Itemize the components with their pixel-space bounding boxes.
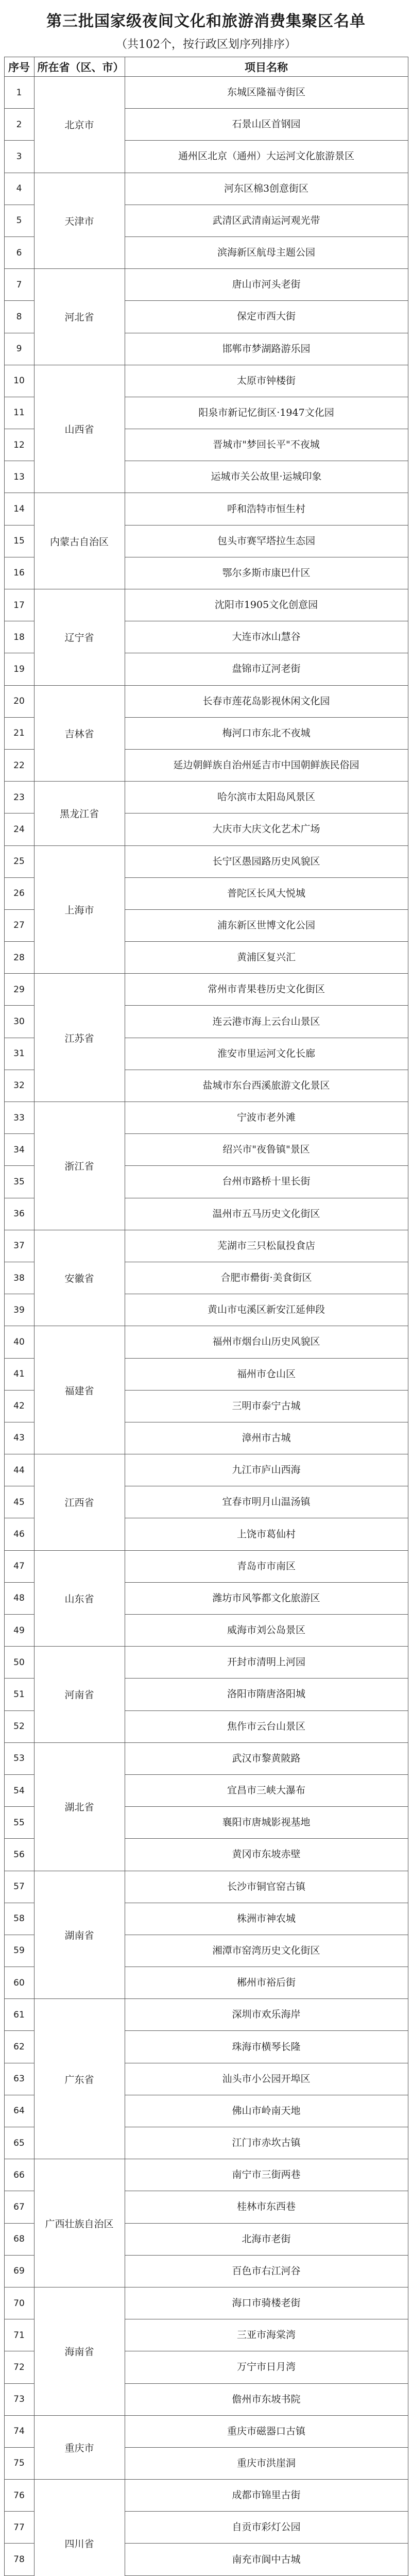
row-project-name: 宁波市老外滩 (125, 1102, 408, 1134)
row-project-name: 大连市冰山慧谷 (125, 621, 408, 653)
row-project-name: 沈阳市1905文化创意园 (125, 589, 408, 621)
row-province: 湖南省 (34, 1871, 125, 1999)
row-number: 16 (4, 557, 34, 589)
row-number: 57 (4, 1871, 34, 1903)
row-project-name: 武汉市黎黄陂路 (125, 1742, 408, 1774)
row-number: 28 (4, 942, 34, 974)
row-project-name: 长沙市铜官窑古镇 (125, 1871, 408, 1903)
row-project-name: 晋城市"梦回长平"不夜城 (125, 429, 408, 461)
row-project-name: 鄂尔多斯市康巴什区 (125, 557, 408, 589)
row-number: 53 (4, 1742, 34, 1774)
row-number: 15 (4, 525, 34, 557)
row-province: 福建省 (34, 1326, 125, 1454)
row-project-name: 合肥市罍街·美食街区 (125, 1262, 408, 1294)
row-project-name: 三亚市海棠湾 (125, 2319, 408, 2351)
row-number: 13 (4, 461, 34, 493)
row-number: 41 (4, 1358, 34, 1390)
row-number: 22 (4, 749, 34, 781)
row-number: 69 (4, 2255, 34, 2287)
row-number: 9 (4, 333, 34, 365)
table-row (4, 2287, 408, 2319)
row-number: 1 (4, 77, 34, 109)
table-header-row (4, 57, 408, 77)
row-number: 10 (4, 365, 34, 397)
row-project-name: 太原市钟楼街 (125, 365, 408, 397)
row-province: 重庆市 (34, 2415, 125, 2479)
row-number: 61 (4, 1999, 34, 2031)
row-number: 72 (4, 2351, 34, 2383)
row-number: 49 (4, 1615, 34, 1647)
header-province: 所在省（区、市） (34, 57, 125, 77)
row-project-name: 洛阳市隋唐洛阳城 (125, 1679, 408, 1710)
row-project-name: 潍坊市风筝都文化旅游区 (125, 1582, 408, 1614)
row-number: 47 (4, 1550, 34, 1582)
row-project-name: 唐山市河头老街 (125, 269, 408, 301)
row-project-name: 重庆市洪崖洞 (125, 2447, 408, 2479)
row-number: 14 (4, 493, 34, 525)
row-project-name: 珠海市横琴长隆 (125, 2031, 408, 2063)
row-province: 浙江省 (34, 1102, 125, 1230)
table-row (4, 1326, 408, 1358)
row-number: 21 (4, 717, 34, 749)
row-number: 78 (4, 2544, 34, 2575)
row-number: 67 (4, 2191, 34, 2223)
row-project-name: 东城区隆福寺街区 (125, 77, 408, 109)
row-project-name: 宜春市明月山温汤镇 (125, 1486, 408, 1518)
row-number: 36 (4, 1198, 34, 1230)
row-project-name: 保定市西大街 (125, 301, 408, 333)
row-project-name: 湘潭市窑湾历史文化街区 (125, 1935, 408, 1967)
row-number: 65 (4, 2127, 34, 2159)
row-project-name: 九江市庐山西海 (125, 1454, 408, 1486)
row-number: 8 (4, 301, 34, 333)
row-province: 北京市 (34, 77, 125, 173)
row-province: 广东省 (34, 1999, 125, 2159)
row-number: 55 (4, 1807, 34, 1839)
row-province: 河南省 (34, 1647, 125, 1743)
row-project-name: 常州市青果巷历史文化街区 (125, 974, 408, 1006)
row-project-name: 黄山市屯溪区新安江延伸段 (125, 1294, 408, 1326)
row-project-name: 阳泉市新记忆街区·1947文化园 (125, 397, 408, 429)
row-province: 海南省 (34, 2287, 125, 2415)
table-row (4, 1230, 408, 1262)
row-number: 3 (4, 141, 34, 173)
row-project-name: 黄冈市东坡赤壁 (125, 1839, 408, 1871)
row-number: 74 (4, 2415, 34, 2447)
row-project-name: 漳州市古城 (125, 1422, 408, 1454)
table-row (4, 782, 408, 814)
row-number: 40 (4, 1326, 34, 1358)
row-number: 76 (4, 2480, 34, 2512)
table-row (4, 845, 408, 877)
row-project-name: 淮安市里运河文化长廊 (125, 1038, 408, 1070)
table-row (4, 974, 408, 1006)
row-number: 38 (4, 1262, 34, 1294)
row-project-name: 台州市路桥十里长街 (125, 1166, 408, 1198)
table-row (4, 2480, 408, 2512)
table-row (4, 269, 408, 301)
row-number: 19 (4, 653, 34, 685)
row-province: 天津市 (34, 173, 125, 269)
table-row (4, 1871, 408, 1903)
row-number: 66 (4, 2159, 34, 2191)
row-number: 6 (4, 236, 34, 268)
row-number: 63 (4, 2063, 34, 2095)
document-subtitle: （共102个，按行政区划序列排序） (116, 38, 296, 51)
row-number: 45 (4, 1486, 34, 1518)
row-project-name: 盘锦市辽河老街 (125, 653, 408, 685)
row-number: 31 (4, 1038, 34, 1070)
row-project-name: 石景山区首钢园 (125, 109, 408, 141)
row-project-name: 通州区北京（通州）大运河文化旅游景区 (125, 141, 408, 173)
row-number: 59 (4, 1935, 34, 1967)
row-number: 29 (4, 974, 34, 1006)
header-number: 序号 (4, 57, 34, 77)
row-number: 34 (4, 1134, 34, 1166)
row-province: 山东省 (34, 1550, 125, 1647)
row-project-name: 浦东新区世博文化公园 (125, 909, 408, 941)
row-number: 70 (4, 2287, 34, 2319)
row-project-name: 梅河口市东北不夜城 (125, 717, 408, 749)
row-number: 7 (4, 269, 34, 301)
row-number: 23 (4, 782, 34, 814)
row-project-name: 海口市骑楼老街 (125, 2287, 408, 2319)
row-project-name: 江门市赤坎古镇 (125, 2127, 408, 2159)
row-number: 60 (4, 1967, 34, 1999)
row-province: 黑龙江省 (34, 782, 125, 845)
row-project-name: 温州市五马历史文化街区 (125, 1198, 408, 1230)
row-number: 11 (4, 397, 34, 429)
row-number: 64 (4, 2095, 34, 2127)
row-number: 48 (4, 1582, 34, 1614)
row-number: 2 (4, 109, 34, 141)
row-number: 17 (4, 589, 34, 621)
row-province: 内蒙古自治区 (34, 493, 125, 589)
row-project-name: 南宁市三街两巷 (125, 2159, 408, 2191)
row-project-name: 株洲市神农城 (125, 1903, 408, 1935)
row-project-name: 青岛市市南区 (125, 1550, 408, 1582)
row-number: 30 (4, 1006, 34, 1038)
row-project-name: 哈尔滨市太阳岛风景区 (125, 782, 408, 814)
row-project-name: 佛山市岭南天地 (125, 2095, 408, 2127)
row-project-name: 延边朝鲜族自治州延吉市中国朝鲜族民俗园 (125, 749, 408, 781)
row-number: 52 (4, 1710, 34, 1742)
row-project-name: 桂林市东西巷 (125, 2191, 408, 2223)
row-number: 18 (4, 621, 34, 653)
row-project-name: 长春市莲花岛影视休闲文化园 (125, 685, 408, 717)
document-title: 第三批国家级夜间文化和旅游消费集聚区名单 (46, 12, 366, 30)
table-row (4, 2415, 408, 2447)
row-number: 50 (4, 1647, 34, 1679)
row-project-name: 深圳市欢乐海岸 (125, 1999, 408, 2031)
row-project-name: 威海市刘公岛景区 (125, 1615, 408, 1647)
row-number: 39 (4, 1294, 34, 1326)
row-number: 37 (4, 1230, 34, 1262)
row-project-name: 成都市锦里古街 (125, 2480, 408, 2512)
row-project-name: 宜昌市三峡大瀑布 (125, 1774, 408, 1806)
table-row (4, 1102, 408, 1134)
row-project-name: 重庆市磁器口古镇 (125, 2415, 408, 2447)
row-project-name: 郴州市裕后街 (125, 1967, 408, 1999)
row-province: 广西壮族自治区 (34, 2159, 125, 2287)
row-number: 46 (4, 1518, 34, 1550)
row-province: 湖北省 (34, 1742, 125, 1871)
row-project-name: 百色市右江河谷 (125, 2255, 408, 2287)
row-project-name: 福州市仓山区 (125, 1358, 408, 1390)
row-project-name: 万宁市日月湾 (125, 2351, 408, 2383)
row-number: 20 (4, 685, 34, 717)
row-project-name: 焦作市云台山景区 (125, 1710, 408, 1742)
row-number: 43 (4, 1422, 34, 1454)
table-row (4, 1742, 408, 1774)
row-project-name: 儋州市东坡书院 (125, 2383, 408, 2415)
row-project-name: 大庆市大庆文化艺术广场 (125, 814, 408, 845)
row-province: 河北省 (34, 269, 125, 365)
table-row (4, 1999, 408, 2031)
row-number: 27 (4, 909, 34, 941)
list-table (4, 57, 408, 2576)
row-number: 35 (4, 1166, 34, 1198)
row-number: 56 (4, 1839, 34, 1871)
row-province: 江西省 (34, 1454, 125, 1551)
row-project-name: 汕头市小公园开埠区 (125, 2063, 408, 2095)
row-number: 12 (4, 429, 34, 461)
table-row (4, 77, 408, 109)
row-province: 山西省 (34, 365, 125, 493)
row-project-name: 芜湖市三只松鼠投食店 (125, 1230, 408, 1262)
row-number: 33 (4, 1102, 34, 1134)
row-number: 71 (4, 2319, 34, 2351)
row-province: 吉林省 (34, 685, 125, 782)
table-row (4, 365, 408, 397)
row-province: 辽宁省 (34, 589, 125, 686)
table-row (4, 1550, 408, 1582)
row-project-name: 盐城市东台西溪旅游文化景区 (125, 1070, 408, 1101)
row-number: 75 (4, 2447, 34, 2479)
row-project-name: 福州市烟台山历史风貌区 (125, 1326, 408, 1358)
row-project-name: 绍兴市"夜鲁镇"景区 (125, 1134, 408, 1166)
row-number: 73 (4, 2383, 34, 2415)
row-project-name: 运城市关公故里·运城印象 (125, 461, 408, 493)
row-number: 4 (4, 173, 34, 205)
table-row (4, 685, 408, 717)
row-number: 42 (4, 1390, 34, 1422)
row-number: 24 (4, 814, 34, 845)
row-project-name: 连云港市海上云台山景区 (125, 1006, 408, 1038)
row-project-name: 三明市泰宁古城 (125, 1390, 408, 1422)
row-project-name: 邯郸市梦湖路游乐园 (125, 333, 408, 365)
row-number: 25 (4, 845, 34, 877)
row-province: 江苏省 (34, 974, 125, 1102)
table-body (4, 77, 408, 2576)
row-project-name: 北海市老街 (125, 2223, 408, 2255)
table-row (4, 493, 408, 525)
row-number: 51 (4, 1679, 34, 1710)
row-number: 44 (4, 1454, 34, 1486)
table-row (4, 173, 408, 205)
row-project-name: 自贡市彩灯公园 (125, 2512, 408, 2544)
table-row (4, 2159, 408, 2191)
row-number: 77 (4, 2512, 34, 2544)
row-number: 68 (4, 2223, 34, 2255)
row-number: 62 (4, 2031, 34, 2063)
row-project-name: 开封市清明上河园 (125, 1647, 408, 1679)
row-project-name: 包头市赛罕塔拉生态园 (125, 525, 408, 557)
header-project: 项目名称 (125, 57, 408, 77)
row-project-name: 呼和浩特市恒生村 (125, 493, 408, 525)
row-project-name: 河东区棉3创意街区 (125, 173, 408, 205)
row-project-name: 滨海新区航母主题公园 (125, 236, 408, 268)
row-project-name: 长宁区愚园路历史风貌区 (125, 845, 408, 877)
row-province: 安徽省 (34, 1230, 125, 1326)
row-number: 32 (4, 1070, 34, 1101)
row-project-name: 襄阳市唐城影视基地 (125, 1807, 408, 1839)
table-row (4, 589, 408, 621)
row-project-name: 南充市阆中古城 (125, 2544, 408, 2575)
table-row (4, 1647, 408, 1679)
row-project-name: 上饶市葛仙村 (125, 1518, 408, 1550)
row-number: 26 (4, 877, 34, 909)
row-number: 5 (4, 205, 34, 236)
row-project-name: 武清区武清南运河观光带 (125, 205, 408, 236)
row-project-name: 普陀区长风大悦城 (125, 877, 408, 909)
table-row (4, 1454, 408, 1486)
row-province: 上海市 (34, 845, 125, 974)
row-number: 54 (4, 1774, 34, 1806)
row-project-name: 黄浦区复兴汇 (125, 942, 408, 974)
row-number: 58 (4, 1903, 34, 1935)
row-province: 四川省 (34, 2480, 125, 2576)
